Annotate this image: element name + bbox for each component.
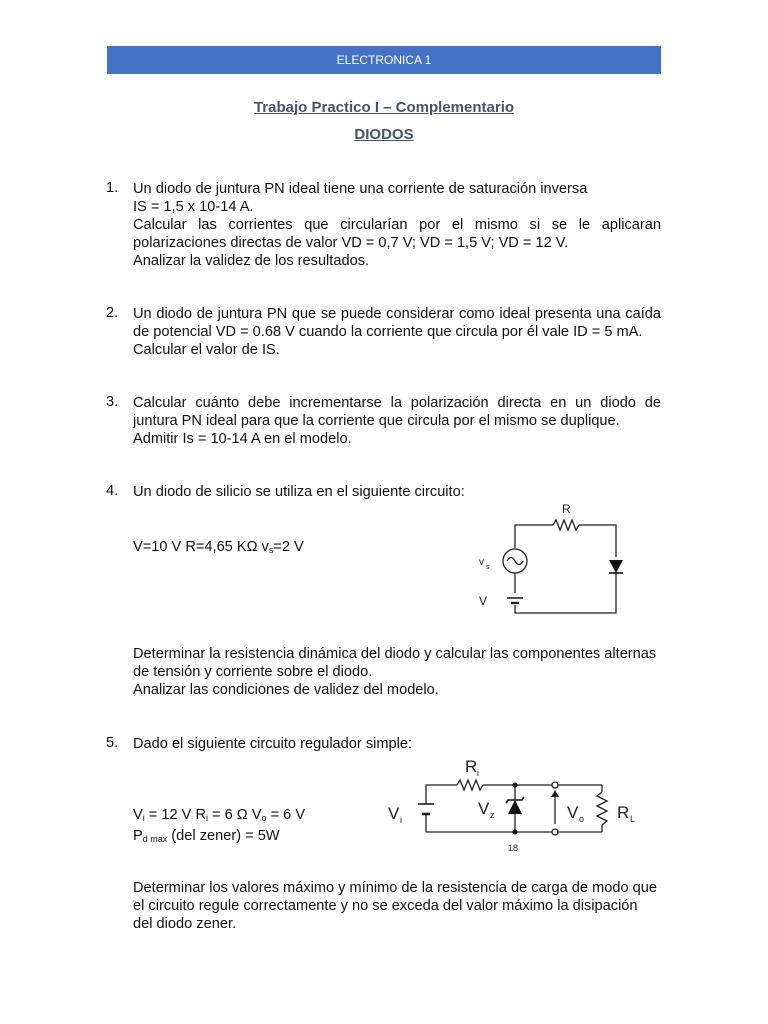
val-pd-sub: d max bbox=[142, 834, 168, 844]
problem-2-line: Un diodo de juntura PN que se puede considerar como ideal presenta una caída de potencial VD = 0.68 V cuando la corriente que circula por él vale ID = 5 mA. bbox=[133, 306, 661, 340]
val-ri-sub: i bbox=[205, 813, 208, 823]
problem-1-text bbox=[133, 180, 661, 270]
problem-5-text bbox=[133, 879, 661, 933]
node-top bbox=[513, 783, 518, 788]
circuit-5-label-ri: R bbox=[465, 757, 478, 776]
header-title: ELECTRONICA 1 bbox=[336, 53, 432, 67]
document-subtitle: DIODOS bbox=[354, 126, 414, 143]
circuit-5-label-vi-sub: i bbox=[400, 815, 402, 825]
diode-icon bbox=[609, 560, 623, 573]
zener-diode-icon bbox=[508, 800, 522, 814]
document-title: Trabajo Practico I – Complementario bbox=[253, 99, 515, 116]
problem-5-values bbox=[133, 806, 305, 848]
node-bottom bbox=[513, 830, 518, 835]
problem-4-line: Analizar las condiciones de validez del modelo. bbox=[133, 682, 439, 698]
problem-4-line: Determinar la resistencia dinámica del diodo y calcular las componentes alternas de tensión y corriente sobre el diodo. bbox=[133, 646, 657, 680]
problem-3-line: Admitir Is = 10-14 A en el modelo. bbox=[133, 431, 352, 447]
header-band bbox=[107, 46, 661, 74]
problem-4-values bbox=[133, 538, 304, 559]
problem-3-number: 3. bbox=[106, 394, 119, 410]
circuit-4-label-vs: v bbox=[479, 557, 484, 568]
circuit-4-label-vs-sub: s bbox=[486, 564, 490, 571]
val-ri: = 12 V R bbox=[144, 807, 206, 823]
terminal-top bbox=[552, 782, 558, 788]
problem-4-values-main: V=10 V R=4,65 KΩ v bbox=[133, 539, 269, 555]
terminal-bottom bbox=[552, 829, 558, 835]
problem-1-line: Calcular las corrientes que circularían por el mismo si se le aplicaran polarizaciones directas de valor VD = 0,7 V; VD = 1,5 V; VD = 12 V. bbox=[133, 217, 661, 251]
problem-4-intro: Un diodo de silicio se utiliza en el siguiente circuito: bbox=[133, 484, 465, 500]
circuit-5-label-vz-sub: z bbox=[490, 810, 495, 820]
circuit-5-label-rl-sub: L bbox=[630, 814, 636, 824]
figure-number: 18 bbox=[508, 843, 519, 853]
val-vo-sub: o bbox=[261, 813, 267, 823]
problem-5-number: 5. bbox=[106, 735, 119, 751]
circuit-4-label-v: V bbox=[479, 594, 488, 608]
circuit-5-label-ri-sub: i bbox=[477, 768, 479, 778]
val-pd-end: (del zener) = 5W bbox=[167, 828, 280, 844]
val-pd: P bbox=[133, 828, 143, 844]
circuit-5-label-vo-sub: o bbox=[579, 814, 585, 824]
problem-4-text bbox=[133, 645, 661, 699]
problem-2-text bbox=[133, 305, 661, 359]
problem-5-line: Determinar los valores máximo y mínimo de la resistencia de carga de modo que el circuito regule correctamente y no se exceda del valor máximo la disipación del diodo zener. bbox=[133, 880, 657, 932]
problem-3-line: Calcular cuánto debe incrementarse la polarización directa en un diodo de juntura PN ideal para que la corriente que circula por el mismo se duplique. bbox=[133, 395, 661, 429]
val-vi: V bbox=[133, 807, 143, 823]
problem-2-number: 2. bbox=[106, 305, 119, 321]
circuit-5-label-vi: V bbox=[388, 804, 400, 823]
problem-5-circuit bbox=[382, 752, 652, 857]
val-vi-sub: i bbox=[142, 813, 145, 823]
problem-1-number: 1. bbox=[106, 180, 119, 196]
problem-4-circuit bbox=[470, 495, 640, 620]
problem-4-number: 4. bbox=[106, 483, 119, 499]
circuit-5-label-rl: R bbox=[617, 803, 630, 822]
problem-1-line: Analizar la validez de los resultados. bbox=[133, 253, 370, 269]
circuit-5-label-vo: V bbox=[567, 803, 579, 822]
val-vo-end: = 6 V bbox=[266, 807, 306, 823]
circuit-4-label-r: R bbox=[562, 502, 571, 516]
problem-2-line: Calcular el valor de IS. bbox=[133, 342, 280, 358]
circuit-5-label-vz: V bbox=[478, 799, 490, 818]
problem-5-intro: Dado el siguiente circuito regulador simple: bbox=[133, 736, 413, 752]
problem-3-text bbox=[133, 394, 661, 448]
val-vo: = 6 Ω V bbox=[207, 807, 262, 823]
problem-1-line: IS = 1,5 x 10-14 A. bbox=[133, 199, 254, 215]
problem-4-values-end: =2 V bbox=[273, 539, 304, 555]
problem-1-line: Un diodo de juntura PN ideal tiene una corriente de saturación inversa bbox=[133, 181, 588, 197]
problem-4-values-sub: s bbox=[268, 545, 274, 555]
